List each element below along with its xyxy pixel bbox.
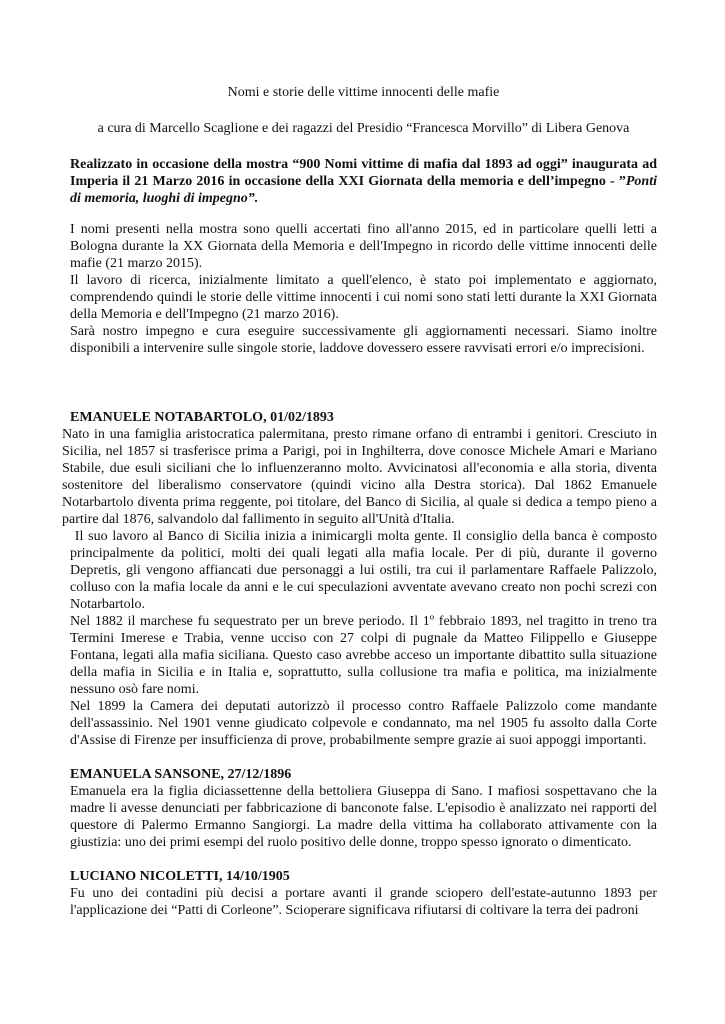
- entry-paragraph: Nato in una famiglia aristocratica palermitana, presto rimane orfano di entrambi i genitori. Cresciuto in Sicilia, nel 1857 si trasferisce prima a Parigi, poi in Inghilterra, dove conosce Michele Amari e Mariano Stabile, due esuli siciliani che lo influenzeranno molto. Avvicinatosi all'economia e alla storia, diventa sostenitore del liberalismo conservatore (quindi vicino alla Destra storica). Dal 1862 Emanuele Notarbartolo diventa prima reggente, poi titolare, del Banco di Sicilia, al quale si dedica a tempo pieno a partire dal 1876, salvandolo dal fallimento in seguito all'Unità d'Italia.: [62, 427, 657, 527]
- intro-statement-italic: Ponti di memoria, luoghi di impegno”.: [70, 174, 657, 206]
- intro-paragraph: Sarà nostro impegno e cura eseguire successivamente gli aggiornamenti necessari. Siamo inoltre disponibili a intervenire sulle singole storie, laddove dovessero essere ravvisati errori e/o imprecisioni.: [70, 324, 657, 356]
- spacer: [70, 357, 657, 409]
- entry-paragraph: Nel 1882 il marchese fu sequestrato per un breve periodo. Il 1º febbraio 1893, nel tragitto in treno tra Termini Imerese e Trabia, venne ucciso con 27 colpi di pugnale da Matteo Filippello e Giuseppe Fontana, legati alla mafia siciliana. Questo caso avrebbe acceso un importante dibattito sulla situazione della mafia in Sicilia e in Italia e, soprattutto, sulla collusione tra mafia e politica, ma inizialmente nessuno osò fare nomi.: [70, 614, 657, 697]
- intro-statement-text: Realizzato in occasione della mostra “900 Nomi vittime di mafia dal 1893 ad oggi” inaugurata ad Imperia il 21 Marzo 2016 in occasione della XXI Giornata della memoria e dell’impegno - ”: [70, 157, 657, 189]
- document-title: Nomi e storie delle vittime innocenti delle mafie: [227, 85, 500, 100]
- entry-paragraph: Fu uno dei contadini più decisi a portare avanti il grande sciopero dell'estate-autunno 1893 per l'applicazione dei “Patti di Corleone”. Scioperare significava rifiutarsi di coltivare la terra dei padroni: [70, 886, 657, 918]
- document-page: [62, 84, 661, 919]
- entry-sansone: [70, 766, 657, 851]
- entry-notabartolo: [62, 409, 661, 749]
- entry-paragraph: Emanuela era la figlia diciassettenne della bettoliera Giuseppa di Sano. I mafiosi sospettavano che la madre li avesse denunciati per fabbricazione di banconote false. L'episodio è analizzato nei rapporti del questore di Palermo Ermanno Sangiorgi. La madre della vittima ha collaborato attivamente con la giustizia: uno dei primi esempi del ruolo positivo delle donne, troppo spesso ignorato o dimenticato.: [70, 784, 657, 850]
- spacer: [70, 851, 657, 868]
- entry-heading: EMANUELE NOTABARTOLO, 01/02/1893: [70, 410, 334, 425]
- entry-nicoletti: [70, 868, 657, 919]
- document-curator: a cura di Marcello Scaglione e dei ragazzi del Presidio “Francesca Morvillo” di Libera Genova: [97, 121, 630, 136]
- spacer: [70, 749, 657, 766]
- entry-heading: EMANUELA SANSONE, 27/12/1896: [70, 767, 292, 782]
- entry-heading: LUCIANO NICOLETTI, 14/10/1905: [70, 869, 290, 884]
- entry-paragraph: Il suo lavoro al Banco di Sicilia inizia a inimicargli molta gente. Il consiglio della banca è composto principalmente da politici, molti dei quali legati alla mafia locale. Per di più, durante il governo Depretis, gli vengono affiancati due personaggi a lui ostili, tra cui il parlamentare Raffaele Palizzolo, colluso con la mafia locale da anni e le cui speculazioni avventate avevano creato non pochi screzi con Notarbartolo.: [70, 529, 661, 612]
- intro-paragraph: Il lavoro di ricerca, inizialmente limitato a quell'elenco, è stato poi implementato e aggiornato, comprendendo quindi le storie delle vittime innocenti i cui nomi sono stati letti durante la XXI Giornata della Memoria e dell'Impegno (21 marzo 2016).: [70, 273, 657, 322]
- intro-statement: [70, 156, 657, 207]
- intro-paragraph: I nomi presenti nella mostra sono quelli accertati fino all'anno 2015, ed in particolare quelli letti a Bologna durante la XX Giornata della Memoria e dell'Impegno in ricordo delle vittime innocenti delle mafie (21 marzo 2015).: [70, 222, 657, 271]
- entry-paragraph: Nel 1899 la Camera dei deputati autorizzò il processo contro Raffaele Palizzolo come mandante dell'assassinio. Nel 1901 venne giudicato colpevole e condannato, ma nel 1905 fu assolto dalla Corte d'Assise di Firenze per insufficienza di prove, probabilmente sempre grazie ai suoi appoggi importanti.: [70, 699, 657, 748]
